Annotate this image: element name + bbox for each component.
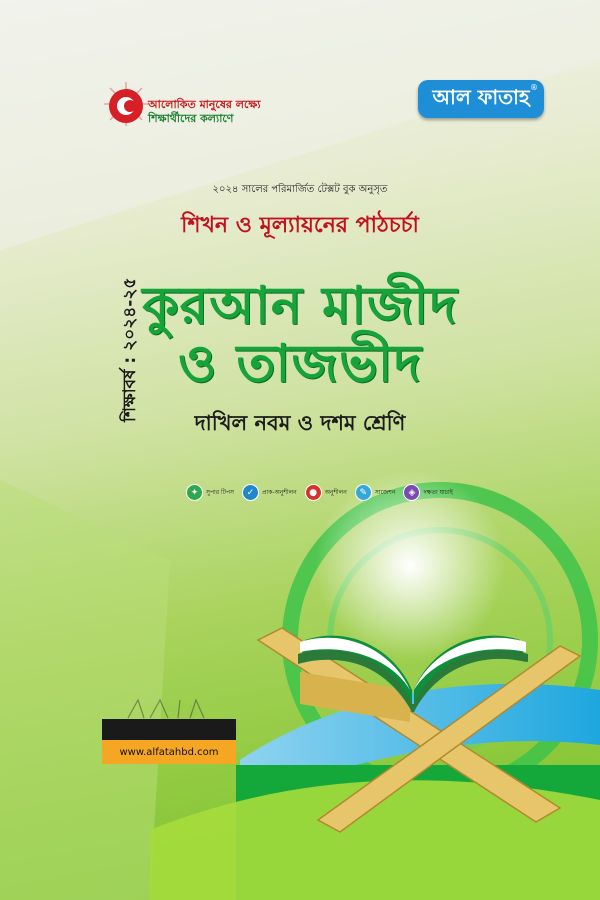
tagline-line-2: শিক্ষার্থীদের কল্যাণে [148, 112, 234, 125]
book-title-line-2: ও তাজভীদ [178, 334, 422, 394]
book-title-line-1: কুরআন মাজীদ [142, 276, 458, 336]
practice-icon: ✓ [242, 484, 259, 501]
academic-session: শিক্ষাবর্ষ : ২০২৪-২৫ [120, 277, 140, 422]
alfatah-brand-logo [418, 80, 544, 118]
website-url[interactable]: www.alfatahbd.com [102, 740, 236, 764]
feature-item [403, 484, 452, 501]
paper-fold-lower [0, 480, 170, 900]
brand-name: আল ফাতাহ [432, 84, 530, 109]
tips-icon: ✦ [186, 484, 203, 501]
feature-item [242, 484, 297, 501]
book-subtitle: শিখন ও মূল্যায়নের পাঠচর্চা [181, 213, 419, 238]
tagline-line-1: আলোকিত মানুষের লক্ষ্যে [148, 98, 261, 111]
feature-label: সাজেশন [374, 489, 396, 496]
feature-item [186, 484, 234, 501]
registered-mark: ® [530, 83, 538, 92]
feature-item [355, 484, 396, 501]
feature-item [305, 484, 347, 501]
feature-label: অনুশীলন [324, 489, 347, 496]
class-label: দাখিল নবম ও দশম শ্রেণি [194, 411, 406, 435]
publisher-emblem-icon [104, 82, 148, 126]
publisher-tagline [148, 98, 261, 126]
feature-label: দক্ষতা যাচাই [423, 489, 453, 496]
feature-list [186, 484, 461, 501]
curriculum-note: ২০২৪ সালের পরিমার্জিত টেক্সট বুক অনুসৃত [212, 184, 388, 195]
url-bar-dark [102, 719, 236, 740]
feature-label: প্রাক-অনুশীলন [262, 489, 297, 496]
suggestion-icon: ✎ [355, 484, 372, 501]
feature-label: সুপার টিপস [206, 489, 235, 496]
exercise-icon: ● [305, 484, 322, 501]
skill-check-icon: ◈ [403, 484, 420, 501]
